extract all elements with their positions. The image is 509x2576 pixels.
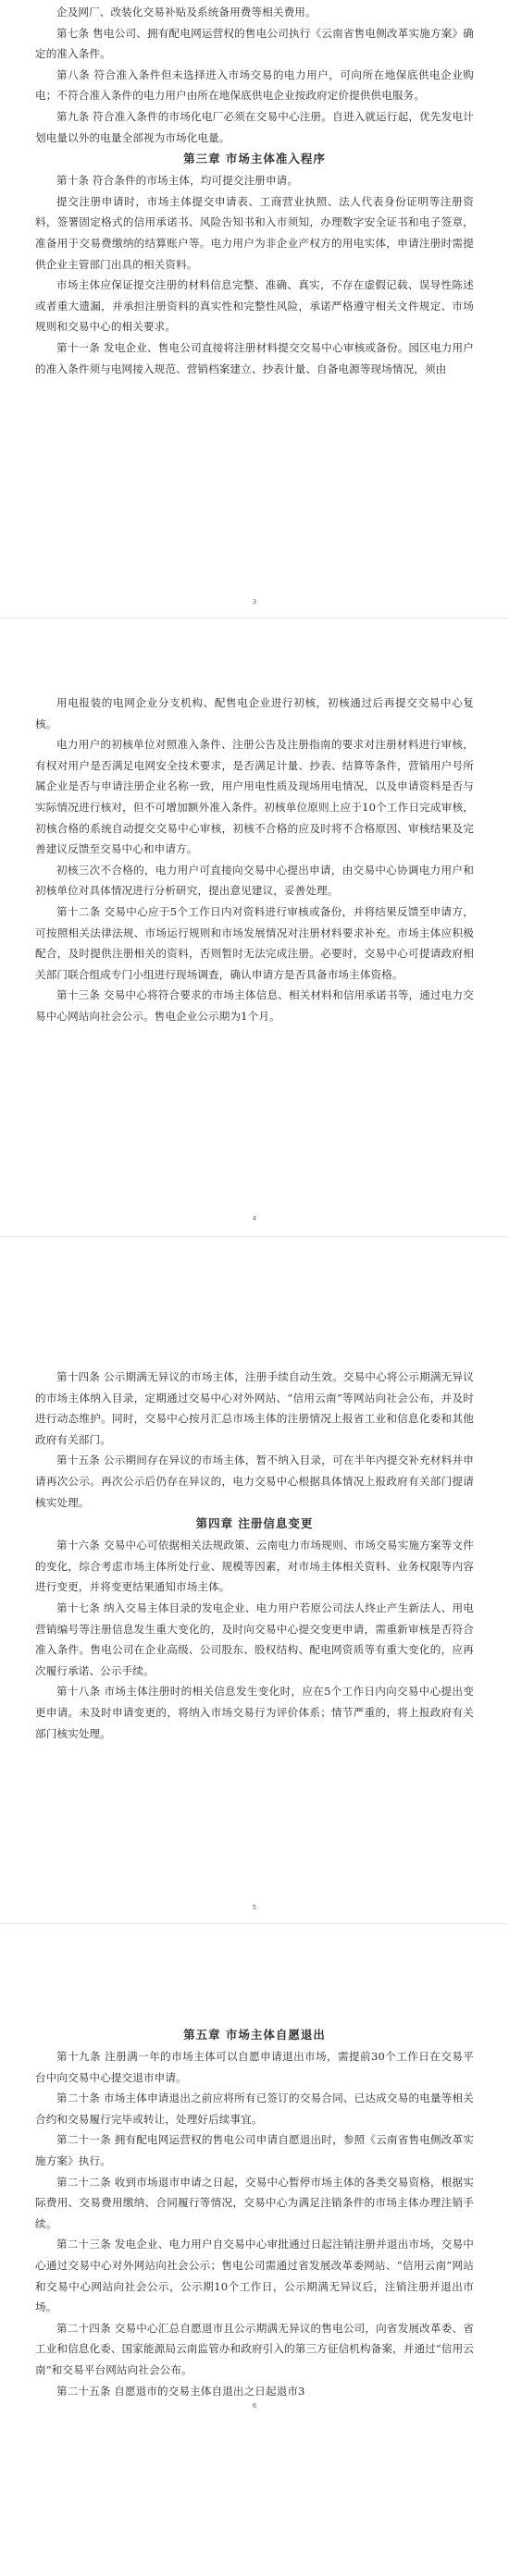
page (0, 1924, 509, 2576)
paragraph: 第十四条 公示期满无异议的市场主体，注册手续自动生效。交易中心将公示期满无异议的市场主体纳入目录，定期通过交易中心对外网站、“信用云南”等网站向社会公布，并及时进行动态维护。同时，交易中心按月汇总市场主体的注册情况上报省工业和信息化委和其他政府有关部门。 (35, 1370, 474, 1446)
paragraph: 第七条 售电公司、拥有配电网运营权的售电公司执行《云南省售电侧改革实施方案》确定的准入条件。 (35, 26, 474, 61)
paragraph: 第二十四条 交易中心汇总自愿退市且公示期满无异议的售电公司，向省发展改革委、省工业和信息化委、国家能源局云南监管办和政府引入的第三方征信机构备案，并通过“信用云南”和交易平台网站向社会公布。 (35, 2321, 474, 2376)
page (0, 1237, 509, 1923)
page-number: 5 (252, 1904, 257, 1911)
paragraph: 第二十二条 收到市场退市申请之日起，交易中心暂停市场主体的各类交易资格，根据实际费用、交易费用缴纳、合同履行等情况，交易中心为满足注销条件的市场主体办理注销手续。 (35, 2175, 474, 2230)
paragraph: 第十二条 交易中心应于5个工作日内对资料进行审核或备份，并将结果反馈至申请方，可按照相关法律法规、市场运行规则和市场发展情况对注册材料要求补充。市场主体应积极配合，及时提供注册相关的资料，否则暂时无法完成注册。必要时，交易中心可提请政府相关部门联合组成专门小组进行现场调查，确认申请方是否具备市场主体资格。 (35, 904, 474, 981)
paragraph: 第二十五条 自愿退市的交易主体自退出之日起退市3 (56, 2384, 305, 2398)
paragraph: 第十五条 公示期间存在异议的市场主体，暂不纳入目录，可在半年内提交补充材料并申请再次公示。再次公示后仍存在异议的，电力交易中心根据具体情况上报政府有关部门提请核实处理。 (35, 1454, 474, 1509)
chapter-heading: 第四章 注册信息变更 (195, 1516, 314, 1531)
paragraph: 第十六条 交易中心可依据相关法规政策、云南电力市场规则、市场交易实施方案等文件的变化，综合考虑市场主体所处行业、规模等因素，对市场主体相关资料、业务权限等内容进行变更，并将变更结果通知市场主体。 (35, 1539, 474, 1594)
paragraph: 第十八条 市场主体注册时的相关信息发生变化时，应在5个工作日内向交易中心提出变更申请。未及时申请变更的，将纳入市场交易行为评价体系；情节严重的，将上报政府有关部门核实处理。 (35, 1685, 474, 1740)
chapter-heading: 第三章 市场主体准入程序 (183, 152, 326, 166)
paragraph: 第二十条 市场主体申请退出之前应将所有已签订的交易合同、已达成交易的电量等相关合约和交易履行完毕或转让，处理好后续事宜。 (35, 2091, 474, 2126)
paragraph: 第十九条 注册满一年的市场主体可以自愿申请退出市场，需提前30个工作日在交易平台中向交易中心提交退市申请。 (35, 2050, 474, 2084)
paragraph: 第十一条 发电企业、售电公司直接将注册材料提交交易中心审核或备份。园区电力用户的准入条件须与电网接入规范、营销档案建立、抄表计量、自备电源等现场情况，须由 (35, 340, 474, 375)
page-number: 4 (252, 1215, 257, 1222)
paragraph: 电力用户的初核单位对照准入条件、注册公告及注册指南的要求对注册材料进行审核，有权对用户是否满足电网安全技术要求，是否满足计量、抄表、结算等条件，营销用户号所属企业是否与申请注册企业名称一致，用户用电性质及现场用电情况，以及申请资料是否与实际情况进行核对，但不可增加额外准入条件。初核单位原则上应于10个工作日完成审核，初核合格的系统自动提交交易中心审核，初核不合格的应及时将不合格原因、审核结果及完善建议反馈至交易中心和申请方。 (35, 738, 474, 856)
paragraph: 提交注册申请时，市场主体提交申请表、工商营业执照、法人代表身份证明等注册资料，签署固定格式的信用承诺书、风险告知书和入市须知，办理数字安全证书和电子签章，准备用于交易费缴纳的结算账户等。电力用户为非企业产权方的用电实体，申请注册时需提供企业主管部门出具的相关资料。 (35, 194, 474, 271)
paragraph: 市场主体应保证提交注册的材料信息完整、准确、真实，不存在虚假记载、误导性陈述或者重大遗漏，并承担注册资料的真实性和完整性风险，承诺严格遵守相关文件规定、市场规则和交易中心的相关要求。 (35, 278, 474, 334)
paragraph: 第十三条 交易中心将符合要求的市场主体信息、相关材料和信用承诺书等，通过电力交易中心网站向社会公示。售电企业公示期为1个月。 (35, 988, 474, 1023)
paragraph: 初核三次不合格的，电力用户可直接向交易中心提出申请，由交易中心协调电力用户和初核单位对具体情况进行分析研究，提出意见建议，妥善处理。 (35, 863, 474, 898)
paragraph: 第八条 符合准入条件但未选择进入市场交易的电力用户，可向所在地保底供电企业购电；不符合准入条件的电力用户由所在地保底供电企业按政府定价提供供电服务。 (35, 67, 474, 103)
page (0, 0, 509, 618)
chapter-heading: 第五章 市场主体自愿退出 (183, 2028, 326, 2042)
paragraph: 第二十三条 发电企业、电力用户自交易中心审批通过日起注销注册并退出市场，交易中心通过交易中心对外网站向社会公示；售电公司需通过省发展改革委网站、“信用云南”网站和交易中心网站向社会公示，公示期10个工作日，公示期满无异议后，注销注册并退出市场。 (35, 2238, 474, 2314)
paragraph: 第九条 符合准入条件的市场化电厂必须在交易中心注册。自进入就运行起，优先发电计划电量以外的电量全部视为市场化电量。 (35, 109, 474, 144)
page (0, 619, 509, 1236)
paragraph: 第二十一条 拥有配电网运营权的售电公司申请自愿退出时，参照《云南省售电侧改革实施方案》执行。 (35, 2133, 474, 2167)
page-number: 3 (252, 598, 257, 606)
paragraph: 企及网厂、改装化交易补贴及系统备用费等相关费用。 (56, 6, 317, 18)
page-number: 6 (252, 2402, 257, 2410)
paragraph: 第十七条 纳入交易主体目录的发电企业、电力用户若原公司法人终止产生新法人、用电营销编号等注册信息发生重大变化的，及时向交易中心提交变更申请，需重新审核是否符合准入条件。售电公司在企业高级、公司股东、股权结构、配电网资质等有重大变化的，应再次履行承诺、公示手续。 (35, 1601, 474, 1677)
paragraph: 第十条 符合条件的市场主体，均可提交注册申请。 (56, 174, 299, 188)
paragraph: 用电报装的电网企业分支机构、配售电企业进行初核，初核通过后再提交交易中心复核。 (35, 696, 474, 730)
